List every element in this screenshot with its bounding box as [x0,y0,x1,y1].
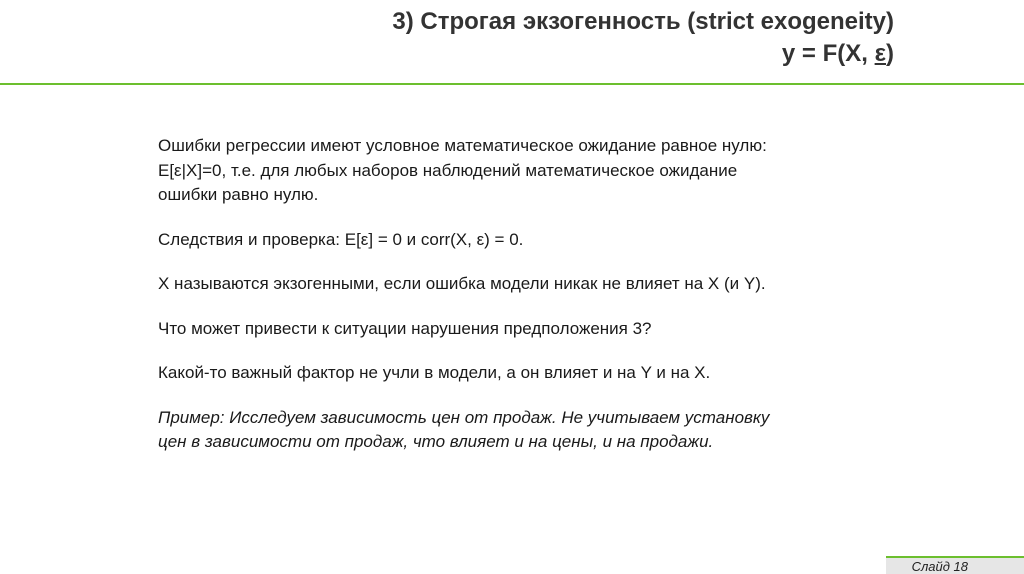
paragraph-line: ошибки равно нулю. [158,185,319,204]
paragraph-example [158,406,878,455]
paragraph-question [158,317,878,342]
slide-number: Слайд 18 [911,559,968,574]
paragraph-line: Ошибки регрессии имеют условное математическое ожидание равное нулю: [158,136,767,155]
paragraph-line: Пример: Исследуем зависимость цен от продаж. Не учитываем установку [158,407,770,427]
paragraph-line: цен в зависимости от продаж, что влияет и на цены, и на продажи. [158,432,714,451]
title-formula-epsilon: ε [874,40,886,67]
slide-body [158,134,878,475]
slide-title [392,6,894,70]
title-line-2 [392,38,894,70]
title-formula-prefix: y = F(X, [781,40,875,67]
header-divider [0,83,1024,85]
paragraph-line: Что может привести к ситуации нарушения предположения 3? [158,318,652,338]
paragraph-line: Следствия и проверка: E[ε] = 0 и corr(X, ε) = 0. [158,229,524,249]
paragraph-line: X называются экзогенными, если ошибка модели никак не влияет на X (и Y). [158,274,766,293]
paragraph-line: E[ε|X]=0, т.е. для любых наборов наблюдений математическое ожидание [158,160,738,180]
paragraph-consequences [158,228,878,253]
paragraph-definition [158,134,878,208]
footer-accent-line [886,556,1024,558]
paragraph-answer [158,361,878,386]
paragraph-line: Какой-то важный фактор не учли в модели, а он влияет и на Y и на X. [158,363,711,382]
title-line-1: 3) Строгая экзогенность (strict exogeneity) [392,8,894,35]
paragraph-exogenous [158,272,878,297]
title-formula-suffix: ) [886,40,894,67]
